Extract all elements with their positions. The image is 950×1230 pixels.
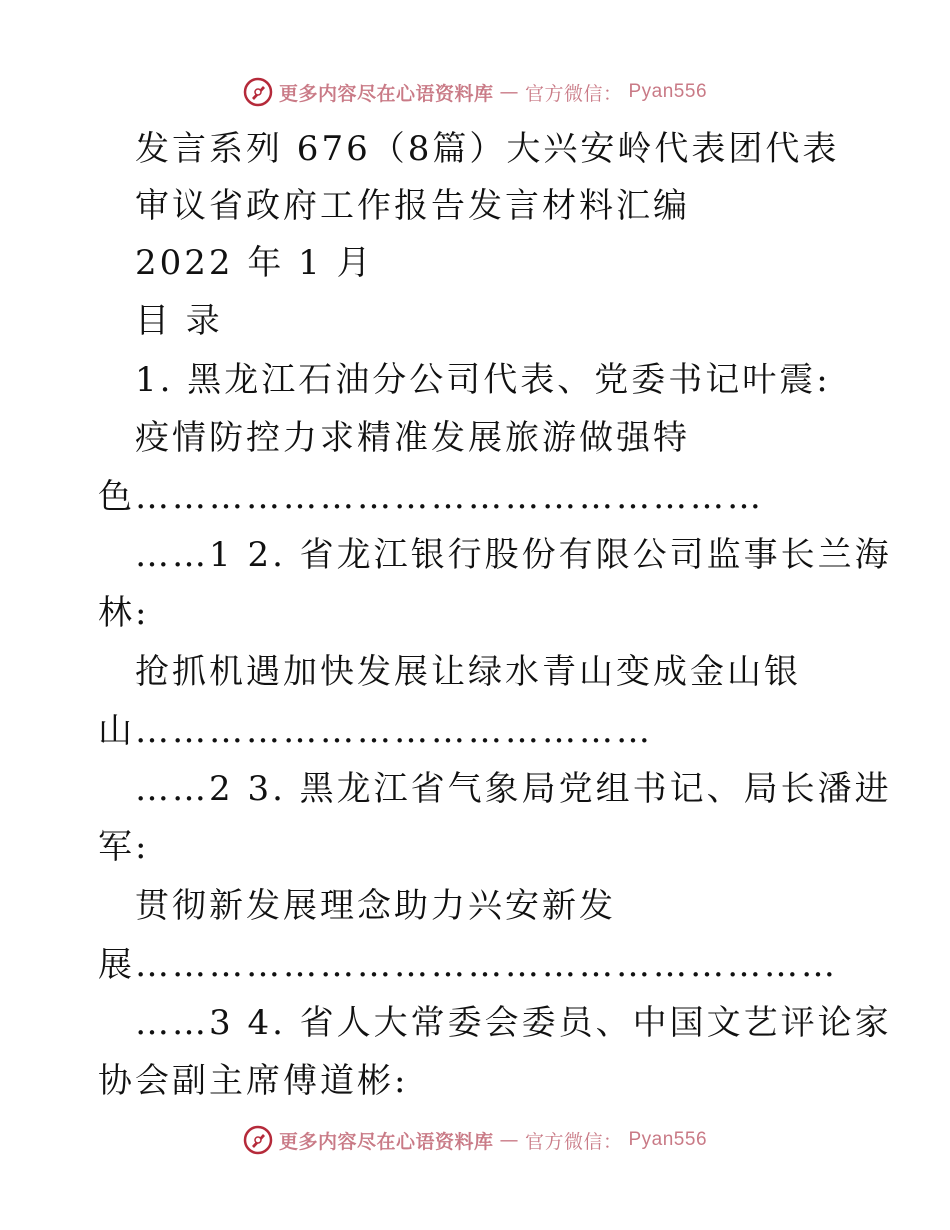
banner-main-text: 更多内容尽在心语资料库 — [278, 82, 494, 105]
doc-title-line-1: 发言系列 676（8篇）大兴安岭代表团代表 — [135, 129, 840, 169]
doc-date: 2022 年 1 月 — [135, 243, 374, 283]
banner-wechat-label: 官方微信： — [524, 82, 623, 105]
toc-heading: 目 录 — [135, 301, 223, 341]
toc-entry-1-title: 疫情防控力求精准发展旅游做强特 — [135, 418, 690, 458]
banner-dash: — — [499, 81, 519, 103]
footer-banner — [0, 1120, 950, 1160]
banner-wechat-id: Pyan556 — [628, 81, 708, 102]
header-banner — [0, 72, 950, 112]
toc-entry-2-title: 抢抓机遇加快发展让绿水青山变成金山银 — [135, 652, 801, 692]
toc-entry-3-title: 贯彻新发展理念助力兴安新发 — [135, 886, 616, 926]
toc-entry-2-author: ……1 2. 省龙江银行股份有限公司监事长兰海 — [135, 535, 892, 575]
toc-entry-4-author: ……3 4. 省人大常委会委员、中国文艺评论家 — [135, 1003, 892, 1043]
toc-entry-4-author-cont: 协会副主席傅道彬: — [98, 1061, 409, 1101]
toc-entry-3-author: ……2 3. 黑龙江省气象局党组书记、局长潘进 — [135, 769, 892, 809]
banner-wechat-label: 官方微信： — [524, 1130, 623, 1153]
toc-entry-2-author-cont: 林: — [98, 593, 150, 633]
banner-wechat-id: Pyan556 — [628, 1129, 708, 1150]
toc-entry-1-leader: 色…………………………………………… — [98, 477, 764, 517]
toc-entry-3-author-cont: 军: — [98, 827, 150, 867]
banner-main-text: 更多内容尽在心语资料库 — [278, 1130, 494, 1153]
toc-entry-2-leader: 山…………………………………… — [98, 711, 653, 751]
pen-logo-icon — [243, 77, 273, 107]
banner-dash: — — [499, 1129, 519, 1151]
doc-title-line-2: 审议省政府工作报告发言材料汇编 — [135, 186, 690, 226]
toc-entry-3-leader: 展………………………………………………… — [98, 945, 838, 985]
toc-entry-1-author: 1. 黑龙江石油分公司代表、党委书记叶震: — [135, 360, 831, 400]
pen-logo-icon — [243, 1125, 273, 1155]
